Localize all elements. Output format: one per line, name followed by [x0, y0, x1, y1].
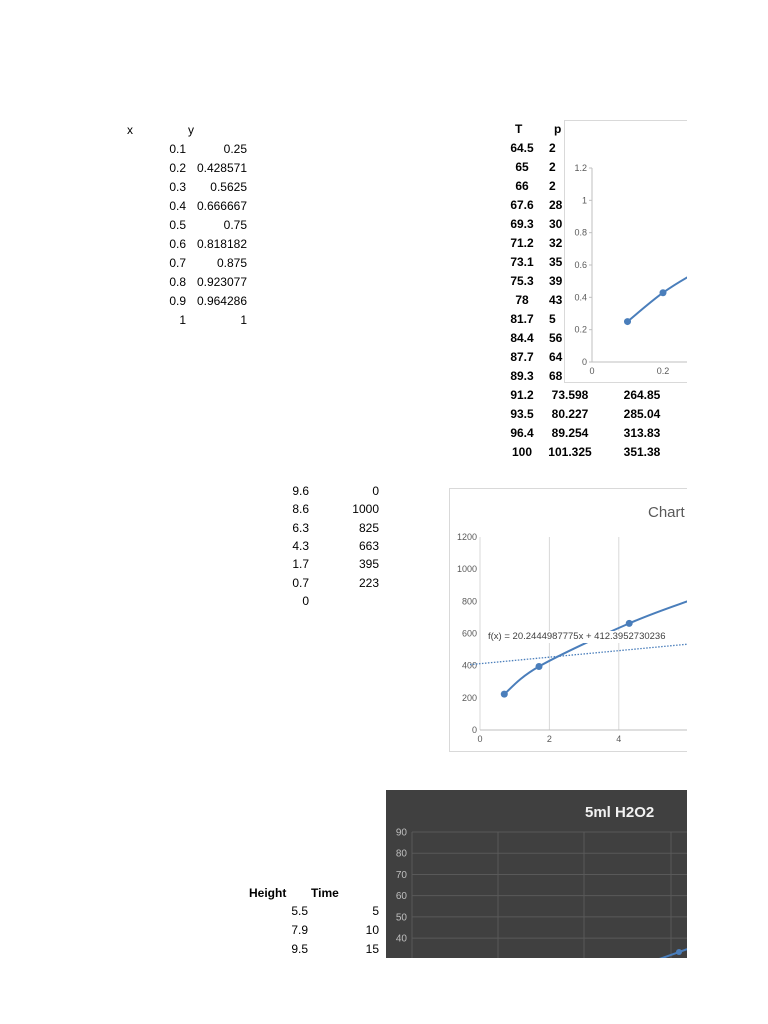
- col2-cell: 223: [358, 575, 379, 590]
- x-header: x: [127, 123, 133, 137]
- p-cell: 80.227: [551, 407, 589, 421]
- x-cell: 0.2: [169, 161, 186, 175]
- x-cell: 0.3: [169, 180, 186, 194]
- p-header: p: [554, 122, 562, 136]
- col1-cell: 9.6: [292, 484, 309, 498]
- time-cell: 15: [365, 942, 379, 956]
- col1-cell: 0.7: [292, 575, 309, 590]
- trendline-equation: f(x) = 20.2444987775x + 412.3952730236: [488, 631, 666, 642]
- y-cell: 0.428571: [196, 161, 247, 175]
- x-tick-label: 0: [477, 734, 483, 744]
- p-cell: 39: [549, 274, 563, 288]
- t-cell: 73.1: [510, 255, 534, 269]
- y-cell: 0.818182: [196, 237, 247, 251]
- x-cell: 0.1: [169, 142, 186, 156]
- col2-cell: 663: [358, 538, 379, 553]
- x-cell: 0.4: [169, 199, 186, 213]
- t-cell: 87.7: [510, 350, 534, 364]
- height-cell: 7.9: [291, 923, 308, 937]
- p-cell: 35: [549, 255, 563, 269]
- y-tick-label: 0.4: [574, 292, 587, 303]
- p-cell: 30: [549, 217, 563, 231]
- p-cell: 2: [549, 160, 556, 174]
- x-cell: 0.8: [169, 275, 186, 289]
- y-tick-label: 800: [461, 596, 477, 607]
- y-tick-label: 90: [395, 827, 407, 839]
- chart-title: 5ml H2O2: [585, 804, 655, 821]
- p-cell: 101.325: [548, 445, 592, 459]
- chart-h2o2[interactable]: [386, 790, 687, 958]
- data-point: [624, 318, 631, 325]
- col1-cell: 0: [302, 593, 309, 608]
- y-tick-label: 1000: [456, 564, 477, 575]
- p-cell: 43: [549, 293, 563, 307]
- y-cell: 0.5625: [210, 180, 247, 194]
- t-cell: 66: [515, 179, 529, 193]
- time-header: Time: [311, 886, 339, 900]
- y-tick-label: 40: [395, 933, 407, 945]
- chart-h2o2-svg: [386, 790, 687, 958]
- col1-cell: 8.6: [292, 502, 309, 517]
- chart-xy-svg: [565, 121, 687, 382]
- chart-title: Chart: [648, 504, 685, 521]
- t-cell: 100: [511, 445, 533, 459]
- value-cell: 264.85: [623, 388, 661, 402]
- y-cell: 0.875: [216, 256, 247, 270]
- p-cell: 28: [549, 198, 563, 212]
- p-cell: 89.254: [551, 426, 589, 440]
- y-tick-label: 60: [395, 891, 407, 903]
- value-cell: 313.83: [623, 426, 661, 440]
- p-cell: 5: [549, 312, 556, 326]
- col2-cell: 825: [358, 520, 379, 535]
- height-header: Height: [249, 886, 287, 900]
- value-cell: 351.38: [623, 445, 661, 459]
- y-tick-label: 0: [471, 725, 477, 735]
- value-cell: 285.04: [623, 407, 661, 421]
- time-cell: 5: [372, 904, 379, 918]
- t-cell: 78: [515, 293, 529, 307]
- x-cell: 0.6: [169, 237, 186, 251]
- p-cell: 73.598: [551, 388, 589, 402]
- y-cell: 0.923077: [196, 275, 247, 289]
- p-cell: 64: [549, 350, 563, 364]
- y-tick-label: 0: [581, 357, 587, 367]
- series-line: [628, 200, 688, 321]
- y-tick-label: 80: [395, 848, 407, 860]
- chart-trend-svg: [450, 489, 687, 751]
- p-cell: 2: [549, 141, 556, 155]
- t-header: T: [515, 122, 523, 136]
- col1-cell: 6.3: [292, 520, 309, 535]
- t-cell: 71.2: [510, 236, 534, 250]
- chart-xy[interactable]: [564, 120, 687, 383]
- col2-cell: 395: [358, 557, 379, 572]
- t-cell: 65: [515, 160, 529, 174]
- y-tick-label: 1200: [456, 532, 477, 542]
- data-point: [535, 663, 542, 670]
- col2-cell: 1000: [352, 502, 379, 517]
- t-cell: 67.6: [510, 198, 534, 212]
- data-point: [501, 691, 508, 698]
- y-tick-label: 0.2: [574, 324, 587, 335]
- t-cell: 75.3: [510, 274, 534, 288]
- y-tick-label: 200: [461, 692, 477, 703]
- t-cell: 93.5: [510, 407, 534, 421]
- t-cell: 96.4: [510, 426, 534, 440]
- y-tick-label: 1: [581, 195, 587, 206]
- x-tick-label: 4: [616, 734, 622, 744]
- y-tick-label: 600: [461, 628, 477, 639]
- p-cell: 2: [549, 179, 556, 193]
- time-cell: 10: [365, 923, 379, 937]
- p-cell: 32: [549, 236, 563, 250]
- height-cell: 5.5: [291, 904, 308, 918]
- chart-trend[interactable]: [449, 488, 687, 752]
- y-cell: 0.666667: [196, 199, 247, 213]
- x-tick-label: 0: [589, 366, 595, 376]
- y-header: y: [188, 123, 194, 137]
- t-cell: 89.3: [510, 369, 534, 383]
- x-cell: 0.5: [169, 218, 186, 232]
- y-cell: 0.75: [223, 218, 247, 232]
- t-cell: 91.2: [510, 388, 534, 402]
- x-cell: 1: [179, 313, 186, 327]
- y-cell: 0.964286: [196, 294, 247, 308]
- x-cell: 0.7: [169, 256, 186, 270]
- height-cell: 9.5: [291, 942, 308, 956]
- data-point: [676, 949, 682, 955]
- col2-cell: 0: [372, 484, 379, 498]
- y-tick-label: 50: [395, 912, 407, 924]
- t-cell: 84.4: [510, 331, 534, 345]
- x-tick-label: 0.2: [656, 366, 670, 376]
- t-cell: 81.7: [510, 312, 534, 326]
- y-cell: 1: [240, 313, 247, 327]
- y-tick-label: 0.6: [574, 260, 587, 270]
- y-tick-label: 400: [461, 660, 477, 671]
- y-cell: 0.25: [223, 142, 247, 156]
- col1-cell: 4.3: [292, 538, 309, 553]
- t-cell: 64.5: [510, 141, 534, 155]
- x-tick-label: 2: [546, 734, 552, 744]
- col1-cell: 1.7: [292, 557, 309, 572]
- p-cell: 68: [549, 369, 563, 383]
- data-point: [626, 620, 633, 627]
- p-cell: 56: [549, 331, 563, 345]
- y-tick-label: 0.8: [574, 227, 587, 238]
- y-tick-label: 1.2: [574, 163, 587, 173]
- t-cell: 69.3: [510, 217, 534, 231]
- data-point: [660, 289, 667, 296]
- y-tick-label: 70: [395, 869, 407, 881]
- x-cell: 0.9: [169, 294, 186, 308]
